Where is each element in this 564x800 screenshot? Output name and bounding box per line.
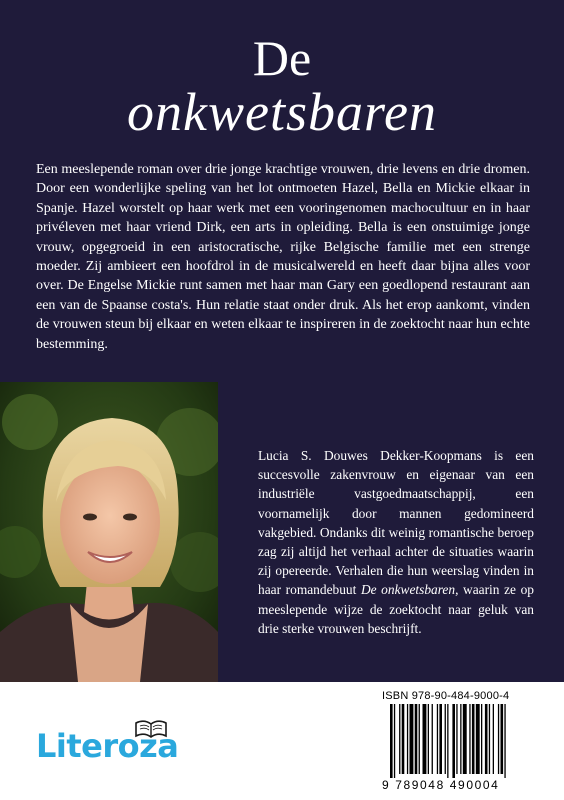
author-bio-book-title: De onkwetsbaren	[360, 582, 456, 598]
author-bio-text-2: , waarin ze op meeslepende wijze de zoektocht naar geluk van drie sterke vrouwen beschrijft.	[258, 582, 534, 636]
barcode-icon	[390, 704, 540, 778]
author-bio-text-1: Lucia S. Douwes Dekker-Koopmans is een succesvolle zakenvrouw en eigenaar van een industriële vastgoedmaatschappij, een voornamelijk door mannen gedomineerd vakgebied. Ondanks dit weinig romantische beroep zag zij altijd het verhaal achter de situaties waarin zij opereerde. Verhalen die hun weerslag vinden in haar romandebuut	[258, 448, 534, 598]
barcode-digits: 9 789048 490004	[382, 778, 500, 792]
isbn-label: ISBN 978-90-484-9000-4	[382, 690, 510, 702]
title-line-2: onkwetsbaren	[127, 82, 437, 142]
author-photo	[0, 382, 218, 682]
book-blurb: Een meeslepende roman over drie jonge krachtige vrouwen, drie levens en drie dromen. Door een wonderlijke speling van het lot ontmoeten Hazel, Bella en Mickie elkaar in Spanje. Hazel worstelt op haar werk met een vooringenomen machocultuur en in haar privéleven met haar vriend Dirk, een arts in opleiding. Bella is een onstuimige jonge vrouw, opgegroeid in een aristocratische, rijke Belgische familie met een strenge moeder. Zij ambieert een hoofdrol in de musicalwereld en heeft daar bijna alles voor over. De Engelse Mickie runt samen met haar man Gary een goedlopend restaurant aan een van de Spaanse costa's. Hun relatie staat onder druk. Als het erop aankomt, vinden de vrouwen steun bij elkaar en weten elkaar te inspireren in de zoektocht naar hun echte bestemming.	[36, 162, 530, 352]
open-book-icon	[134, 717, 168, 739]
publisher-logo	[36, 717, 196, 767]
publisher-name: Literoza	[36, 727, 179, 765]
title-line-1: De	[252, 30, 312, 86]
author-bio	[258, 446, 534, 638]
footer-panel	[0, 682, 564, 800]
isbn-barcode-area	[382, 690, 546, 794]
